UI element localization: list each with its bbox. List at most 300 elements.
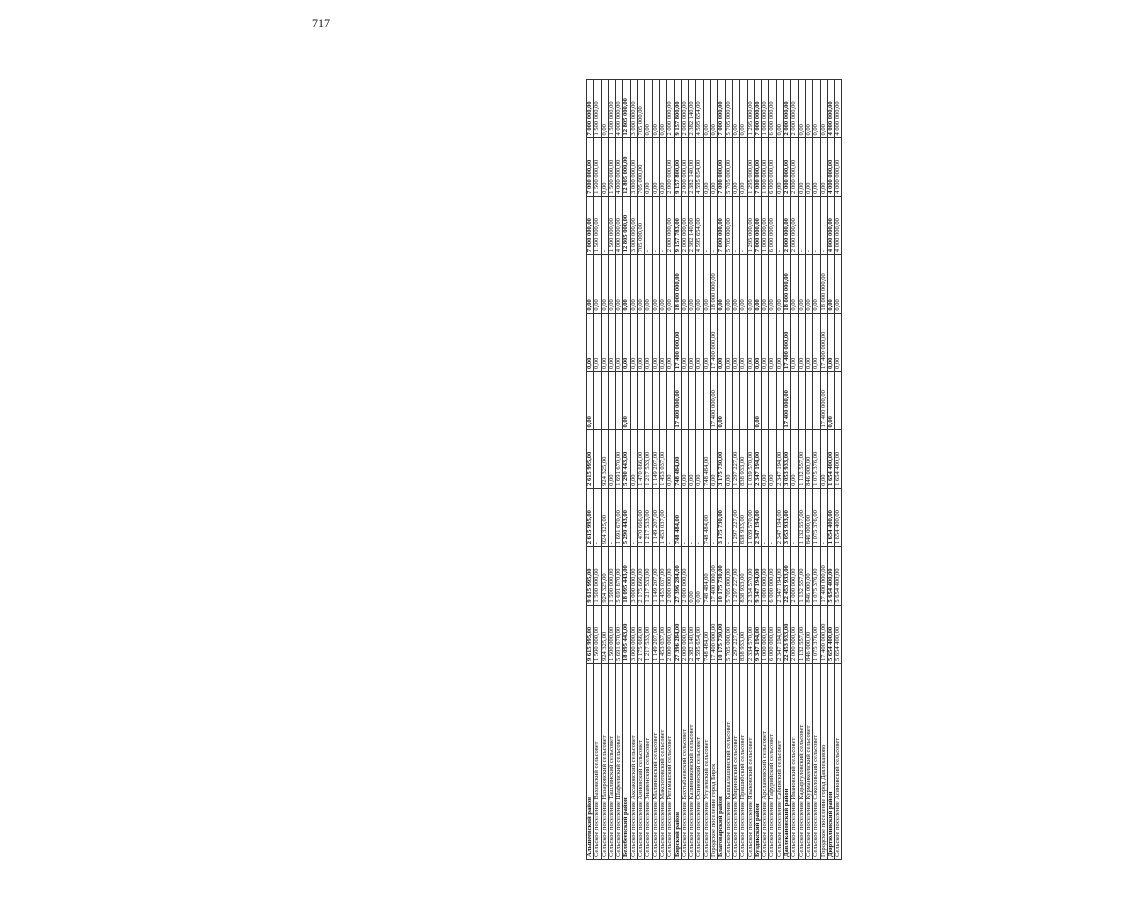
table-cell: 17 400 000,00 xyxy=(674,313,681,371)
table-cell: 17 400 000,00 xyxy=(784,313,791,371)
table-cell: 0,00 xyxy=(769,430,776,488)
table-cell: 748 484,00 xyxy=(674,488,681,546)
table-cell: 1 297 227,00 xyxy=(732,605,739,663)
table-cell: 2 382 140,00 xyxy=(689,605,696,663)
table-cell: 2 000 000,00 xyxy=(784,196,791,254)
table-cell: 0,00 xyxy=(703,313,710,371)
table-cell: 1 297 227,00 xyxy=(732,430,739,488)
table-cell: 1 149 207,00 xyxy=(652,605,659,663)
table-cell: 0,00 xyxy=(740,138,747,196)
table-row xyxy=(740,80,747,860)
table-cell: - xyxy=(711,196,718,254)
table-cell: 3 175 730,00 xyxy=(718,488,725,546)
row-label: Городское поселение город Давлеканово xyxy=(820,664,827,860)
table-cell: 0,00 xyxy=(813,255,820,313)
table-cell: 0,00 xyxy=(718,372,725,430)
table-cell: 1 500 000,00 xyxy=(594,547,601,605)
table-cell: 2 000 000,00 xyxy=(791,80,798,138)
table-cell: - xyxy=(645,196,652,254)
table-cell: 0,00 xyxy=(711,138,718,196)
rotated-table-wrapper xyxy=(586,80,1126,860)
table-cell: 0,00 xyxy=(608,313,615,371)
table-cell: 0,00 xyxy=(762,313,769,371)
table-cell: 22 453 933,00 xyxy=(784,547,791,605)
table-cell: 0,00 xyxy=(630,255,637,313)
table-cell: 0,00 xyxy=(718,313,725,371)
table-cell: 2 615 995,00 xyxy=(587,488,594,546)
table-row xyxy=(703,80,710,860)
table-cell: 2 000 000,00 xyxy=(791,605,798,663)
table-cell: 0,00 xyxy=(689,255,696,313)
table-cell: 0,00 xyxy=(652,80,659,138)
table-cell: 9 157 783,00 xyxy=(674,196,681,254)
table-cell: 1 453 037,00 xyxy=(659,488,666,546)
row-label: Сельское поселение Соколовский сельсовет xyxy=(813,664,820,860)
table-cell: - xyxy=(805,196,812,254)
table-cell: 17 400 000,00 xyxy=(711,547,718,605)
table-cell: 7 000 000,00 xyxy=(587,138,594,196)
table-cell xyxy=(762,372,769,430)
table-cell: 0,00 xyxy=(798,80,805,138)
row-label: Сельское поселение Бахтыбаевский сельсовет xyxy=(681,664,688,860)
table-cell: 5 691 670,00 xyxy=(616,547,623,605)
table-cell: 1 500 000,00 xyxy=(594,605,601,663)
table-cell: 1 500 000,00 xyxy=(608,138,615,196)
table-cell: 7 000 000,00 xyxy=(587,196,594,254)
table-cell: - xyxy=(798,196,805,254)
table-cell: - xyxy=(608,488,615,546)
table-cell: 18 095 443,00 xyxy=(623,547,630,605)
table-cell: 0,00 xyxy=(711,430,718,488)
table-cell: 4 000 000,00 xyxy=(827,138,834,196)
table-cell: 17 400 000,00 xyxy=(820,372,827,430)
table-cell: 1 217 533,00 xyxy=(645,430,652,488)
table-cell: 18 000 000,00 xyxy=(784,255,791,313)
table-cell: 6 000 000,00 xyxy=(769,605,776,663)
table-cell: 2 334 570,00 xyxy=(747,605,754,663)
table-cell xyxy=(805,372,812,430)
table-cell: 5 705 000,00 xyxy=(725,605,732,663)
row-label: Сельское поселение Ташлинский сельсовет xyxy=(608,664,615,860)
table-cell: 0,00 xyxy=(769,313,776,371)
table-cell: 0,00 xyxy=(652,313,659,371)
table-cell: 0,00 xyxy=(630,430,637,488)
row-label: Сельское поселение Ваховский сельсовет xyxy=(594,664,601,860)
table-cell: 5 654 400,00 xyxy=(827,547,834,605)
table-cell: 2 615 995,00 xyxy=(587,430,594,488)
table-cell: 4 595 654,00 xyxy=(696,605,703,663)
table-cell: 2 000 000,00 xyxy=(791,196,798,254)
table-cell: 2 334 570,00 xyxy=(747,547,754,605)
row-label: Сельское поселение Угузевский сельсовет xyxy=(703,664,710,860)
table-cell: 12 805 000,00 xyxy=(623,196,630,254)
table-cell: 1 297 227,00 xyxy=(732,547,739,605)
table-cell: 6 000 000,00 xyxy=(769,80,776,138)
table-cell: 838 933,00 xyxy=(740,547,747,605)
table-cell: 2 000 000,00 xyxy=(791,138,798,196)
table-cell: 0,00 xyxy=(608,255,615,313)
table-cell: 4 000 000,00 xyxy=(835,80,842,138)
table-cell: 1 000 000,00 xyxy=(762,138,769,196)
table-cell: 1 132 557,00 xyxy=(798,430,805,488)
table-cell: 0,00 xyxy=(696,313,703,371)
row-label: Белебеевский район xyxy=(623,664,630,860)
table-cell: 17 400 000,00 xyxy=(711,605,718,663)
row-label: Сельское поселение Арслановский сельсовет xyxy=(762,664,769,860)
table-cell: 1 132 557,00 xyxy=(798,488,805,546)
table-cell: 6 000 000,00 xyxy=(769,547,776,605)
table-cell: 7 000 000,00 xyxy=(754,196,761,254)
table-cell: 22 453 933,00 xyxy=(784,605,791,663)
table-cell: 705 000,00 xyxy=(638,80,645,138)
row-label: Сельское поселение Языковский сельсовет xyxy=(747,664,754,860)
table-cell: 1 691 670,00 xyxy=(616,488,623,546)
table-cell: 18 095 443,00 xyxy=(623,605,630,663)
table-cell: 2 347 194,00 xyxy=(754,488,761,546)
table-cell: 5 654 400,00 xyxy=(827,605,834,663)
row-label: Сельское поселение Максютовский сельсовет xyxy=(659,664,666,860)
table-cell: 4 595 654,00 xyxy=(696,80,703,138)
table-cell: 748 484,00 xyxy=(703,430,710,488)
table-cell: 748 484,00 xyxy=(674,430,681,488)
table-cell: 4 000 000,00 xyxy=(827,196,834,254)
table-cell: 0,00 xyxy=(623,313,630,371)
row-label: Сельское поселение Шафеевский сельсовет xyxy=(616,664,623,860)
table-cell: 7 000 000,00 xyxy=(718,138,725,196)
table-cell: - xyxy=(681,488,688,546)
table-cell: 0,00 xyxy=(659,255,666,313)
table-cell: 0,00 xyxy=(725,255,732,313)
table-cell xyxy=(813,372,820,430)
row-label: Сельское поселение Рятамакский сельсовет xyxy=(667,664,674,860)
table-cell: - xyxy=(601,196,608,254)
table-cell: 0,00 xyxy=(587,372,594,430)
table-cell: - xyxy=(594,488,601,546)
table-cell: 0,00 xyxy=(805,313,812,371)
table-cell: 7 000 000,00 xyxy=(718,196,725,254)
table-cell: 838 933,00 xyxy=(740,488,747,546)
table-cell: - xyxy=(732,196,739,254)
table-cell: 9 157 800,00 xyxy=(674,80,681,138)
table-cell: 5 290 443,00 xyxy=(623,488,630,546)
table-cell: - xyxy=(630,488,637,546)
table-cell: - xyxy=(769,488,776,546)
table-cell: 0,00 xyxy=(696,430,703,488)
table-cell: 2 347 194,00 xyxy=(776,488,783,546)
table-cell: 9 347 194,00 xyxy=(754,605,761,663)
row-label: Сельское поселение Кашкалашинский сельсовет xyxy=(725,664,732,860)
table-cell: - xyxy=(791,488,798,546)
table-cell: 27 396 284,00 xyxy=(674,605,681,663)
table-cell: 846 000,00 xyxy=(805,488,812,546)
table-cell: 0,00 xyxy=(616,313,623,371)
table-row xyxy=(835,80,842,860)
table-cell: 0,00 xyxy=(681,313,688,371)
table-cell: 27 396 284,00 xyxy=(674,547,681,605)
table-cell: 0,00 xyxy=(601,313,608,371)
table-cell: 0,00 xyxy=(645,80,652,138)
table-cell: 0,00 xyxy=(813,138,820,196)
table-cell: 0,00 xyxy=(754,313,761,371)
table-cell: 5 705 000,00 xyxy=(725,138,732,196)
table-cell: 0,00 xyxy=(652,138,659,196)
table-cell: 1 297 227,00 xyxy=(732,488,739,546)
table-cell: 4 595 654,00 xyxy=(696,138,703,196)
row-label: Сельское поселение Кадыргуловский сельсовет xyxy=(798,664,805,860)
table-cell: 0,00 xyxy=(776,80,783,138)
table-cell: 0,00 xyxy=(594,313,601,371)
table-cell: 7 000 000,00 xyxy=(754,138,761,196)
table-cell: 0,00 xyxy=(703,80,710,138)
row-label: Давлекановский район xyxy=(784,664,791,860)
table-cell: 0,00 xyxy=(587,313,594,371)
table-cell: 18 000 000,00 xyxy=(674,255,681,313)
row-label: Дюртюлинский район xyxy=(827,664,834,860)
table-cell: 9 157 800,00 xyxy=(674,138,681,196)
table-cell: 0,00 xyxy=(689,313,696,371)
table-cell: 1 500 000,00 xyxy=(594,80,601,138)
table-cell xyxy=(630,372,637,430)
table-cell: 1 217 533,00 xyxy=(645,547,652,605)
table-cell: 2 000 000,00 xyxy=(681,80,688,138)
table-cell: 0,00 xyxy=(798,138,805,196)
table-cell: 0,00 xyxy=(820,430,827,488)
table-cell: 3 000 000,00 xyxy=(630,605,637,663)
table-cell xyxy=(689,372,696,430)
table-cell: - xyxy=(813,196,820,254)
table-cell: 2 382 140,00 xyxy=(689,138,696,196)
table-cell: 9 615 995,00 xyxy=(587,547,594,605)
table-cell: 0,00 xyxy=(725,313,732,371)
table-cell: 0,00 xyxy=(608,430,615,488)
table-cell: 0,00 xyxy=(732,80,739,138)
row-label: Альшеевский район xyxy=(587,664,594,860)
table-cell: - xyxy=(696,488,703,546)
table-cell: 0,00 xyxy=(791,255,798,313)
table-cell: 17 400 000,00 xyxy=(820,547,827,605)
table-cell xyxy=(594,430,601,488)
table-cell: 2 000 000,00 xyxy=(784,80,791,138)
row-label: Буздякский район xyxy=(754,664,761,860)
row-label: Сельское поселение Малиновский сельсовет xyxy=(652,664,659,860)
table-cell: 1 149 207,00 xyxy=(652,430,659,488)
table-cell: - xyxy=(652,196,659,254)
table-cell: 3 053 933,00 xyxy=(784,430,791,488)
table-cell: 0,00 xyxy=(659,313,666,371)
table-cell: 0,00 xyxy=(835,255,842,313)
table-cell: 7 000 000,00 xyxy=(754,80,761,138)
table-cell: 1 149 207,00 xyxy=(652,547,659,605)
table-cell: 0,00 xyxy=(791,430,798,488)
table-cell: 1 691 670,00 xyxy=(616,430,623,488)
table-cell: 838 933,00 xyxy=(740,430,747,488)
table-cell: 7 000 000,00 xyxy=(587,80,594,138)
table-cell: 5 654 400,00 xyxy=(835,547,842,605)
table-cell: 7 000 000,00 xyxy=(718,80,725,138)
row-label: Сельское поселение Калинниковский сельсовет xyxy=(689,664,696,860)
table-cell: 9 615 995,00 xyxy=(587,605,594,663)
table-cell: 1 453 037,00 xyxy=(659,430,666,488)
table-cell: 4 000 000,00 xyxy=(827,80,834,138)
table-cell: 2 000 000,00 xyxy=(667,547,674,605)
table-cell: 0,00 xyxy=(696,255,703,313)
table-cell: 5 691 670,00 xyxy=(616,605,623,663)
table-cell: - xyxy=(659,196,666,254)
table-cell: 2 347 194,00 xyxy=(776,430,783,488)
table-cell: 0,00 xyxy=(813,80,820,138)
table-cell: 748 484,00 xyxy=(703,547,710,605)
table-cell xyxy=(732,372,739,430)
table-cell: 1 500 000,00 xyxy=(608,605,615,663)
table-cell: 0,00 xyxy=(623,255,630,313)
table-cell: 4 000 000,00 xyxy=(835,138,842,196)
table-cell: - xyxy=(776,196,783,254)
table-cell: 3 175 730,00 xyxy=(718,430,725,488)
table-cell: 1 217 533,00 xyxy=(645,605,652,663)
table-cell: 1 000 000,00 xyxy=(762,196,769,254)
budget-table xyxy=(586,79,842,860)
table-cell xyxy=(645,372,652,430)
table-cell: 748 484,00 xyxy=(703,488,710,546)
table-cell: 6 000 000,00 xyxy=(769,196,776,254)
table-cell: 5 705 000,00 xyxy=(725,547,732,605)
table-cell: 0,00 xyxy=(820,138,827,196)
row-label: Сельское поселение Пришибский сельсовет xyxy=(740,664,747,860)
table-row xyxy=(594,80,601,860)
table-row xyxy=(791,80,798,860)
table-cell: 0,00 xyxy=(630,313,637,371)
table-cell: 0,00 xyxy=(798,313,805,371)
table-cell: 0,00 xyxy=(689,547,696,605)
table-cell: 4 595 654,00 xyxy=(696,196,703,254)
table-cell: 0,00 xyxy=(827,313,834,371)
table-cell: 0,00 xyxy=(667,430,674,488)
table-cell xyxy=(608,372,615,430)
row-label: Благоварский район xyxy=(718,664,725,860)
table-cell: 0,00 xyxy=(740,313,747,371)
table-cell: 0,00 xyxy=(703,138,710,196)
table-cell: 2 347 194,00 xyxy=(776,547,783,605)
table-cell: 0,00 xyxy=(601,80,608,138)
table-cell: 924 325,00 xyxy=(601,488,608,546)
table-cell xyxy=(659,372,666,430)
row-label: Сельское поселение Сабинский сельсовет xyxy=(776,664,783,860)
table-cell: 0,00 xyxy=(791,313,798,371)
table-cell: 3 000 000,00 xyxy=(630,547,637,605)
table-cell: 0,00 xyxy=(805,80,812,138)
table-cell: 705 000,00 xyxy=(638,196,645,254)
table-cell: 1 654 400,00 xyxy=(835,430,842,488)
table-cell: 1 500 000,00 xyxy=(608,547,615,605)
table-cell: 5 290 443,00 xyxy=(623,430,630,488)
table-cell xyxy=(594,372,601,430)
table-cell: 1 500 000,00 xyxy=(608,80,615,138)
table-cell: 1 000 000,00 xyxy=(762,80,769,138)
table-cell: 838 933,00 xyxy=(740,605,747,663)
table-cell: 0,00 xyxy=(805,138,812,196)
table-cell: 1 295 000,00 xyxy=(747,196,754,254)
table-cell: 1 000 000,00 xyxy=(762,547,769,605)
row-label: Сельское поселение Аксаковский сельсовет xyxy=(630,664,637,860)
table-cell: 846 000,00 xyxy=(805,547,812,605)
table-cell: 0,00 xyxy=(659,80,666,138)
table-cell xyxy=(798,372,805,430)
table-cell: 0,00 xyxy=(616,255,623,313)
table-cell: - xyxy=(703,196,710,254)
table-cell: 0,00 xyxy=(827,372,834,430)
table-cell: 1 654 400,00 xyxy=(827,430,834,488)
table-cell: 12 805 000,00 xyxy=(623,80,630,138)
table-cell: 2 000 000,00 xyxy=(667,138,674,196)
row-label: Сельское поселение Курманкеевский сельсовет xyxy=(805,664,812,860)
table-cell: 1 217 533,00 xyxy=(645,488,652,546)
table-cell: 0,00 xyxy=(747,255,754,313)
table-cell: 846 000,00 xyxy=(805,430,812,488)
row-label: Сельское поселение Ивановский сельсовет xyxy=(791,664,798,860)
table-cell: 0,00 xyxy=(638,313,645,371)
table-cell: 924 325,00 xyxy=(601,430,608,488)
table-cell: 4 000 000,00 xyxy=(835,196,842,254)
table-cell: 0,00 xyxy=(776,138,783,196)
table-cell: 3 000 000,00 xyxy=(630,196,637,254)
table-cell: 1 295 000,00 xyxy=(747,138,754,196)
table-cell: 0,00 xyxy=(645,255,652,313)
table-cell: 0,00 xyxy=(732,313,739,371)
table-cell: 0,00 xyxy=(740,255,747,313)
table-cell: 3 000 000,00 xyxy=(630,80,637,138)
row-label: Сельское поселение Осиновский сельсовет xyxy=(696,664,703,860)
table-cell: - xyxy=(725,488,732,546)
table-cell: - xyxy=(762,488,769,546)
table-cell: 0,00 xyxy=(798,255,805,313)
table-cell: 2 000 000,00 xyxy=(667,80,674,138)
table-cell: 1 453 037,00 xyxy=(659,605,666,663)
table-body xyxy=(587,80,842,860)
table-cell: 17 400 000,00 xyxy=(711,313,718,371)
table-cell: 0,00 xyxy=(732,255,739,313)
table-cell: 17 400 000,00 xyxy=(784,372,791,430)
table-cell: 0,00 xyxy=(769,255,776,313)
table-cell: 1 470 666,00 xyxy=(638,488,645,546)
table-cell: 12 805 000,00 xyxy=(623,138,630,196)
table-cell: 1 295 000,00 xyxy=(747,80,754,138)
table-cell: 5 705 000,00 xyxy=(725,196,732,254)
table-cell: 18 000 000,00 xyxy=(820,255,827,313)
table-cell: 2 000 000,00 xyxy=(667,196,674,254)
table-cell: - xyxy=(689,488,696,546)
table-cell: 0,00 xyxy=(689,430,696,488)
table-cell xyxy=(725,372,732,430)
table-cell: 0,00 xyxy=(667,313,674,371)
table-cell: 1 075 376,00 xyxy=(813,430,820,488)
table-cell: 0,00 xyxy=(835,313,842,371)
table-cell: 924 325,00 xyxy=(601,605,608,663)
page-number: 717 xyxy=(312,16,330,30)
table-cell: 0,00 xyxy=(601,255,608,313)
table-cell: 17 400 000,00 xyxy=(820,605,827,663)
table-cell: 18 000 000,00 xyxy=(711,255,718,313)
table-cell xyxy=(681,372,688,430)
table-cell xyxy=(835,372,842,430)
table-cell: 1 500 000,00 xyxy=(608,196,615,254)
table-cell: 1 075 376,00 xyxy=(813,605,820,663)
table-cell: 0,00 xyxy=(754,372,761,430)
table-cell: 17 400 000,00 xyxy=(711,372,718,430)
table-cell: 0,00 xyxy=(776,313,783,371)
table-cell: 2 175 666,00 xyxy=(638,547,645,605)
table-row xyxy=(813,80,820,860)
table-cell: 3 000 000,00 xyxy=(630,138,637,196)
